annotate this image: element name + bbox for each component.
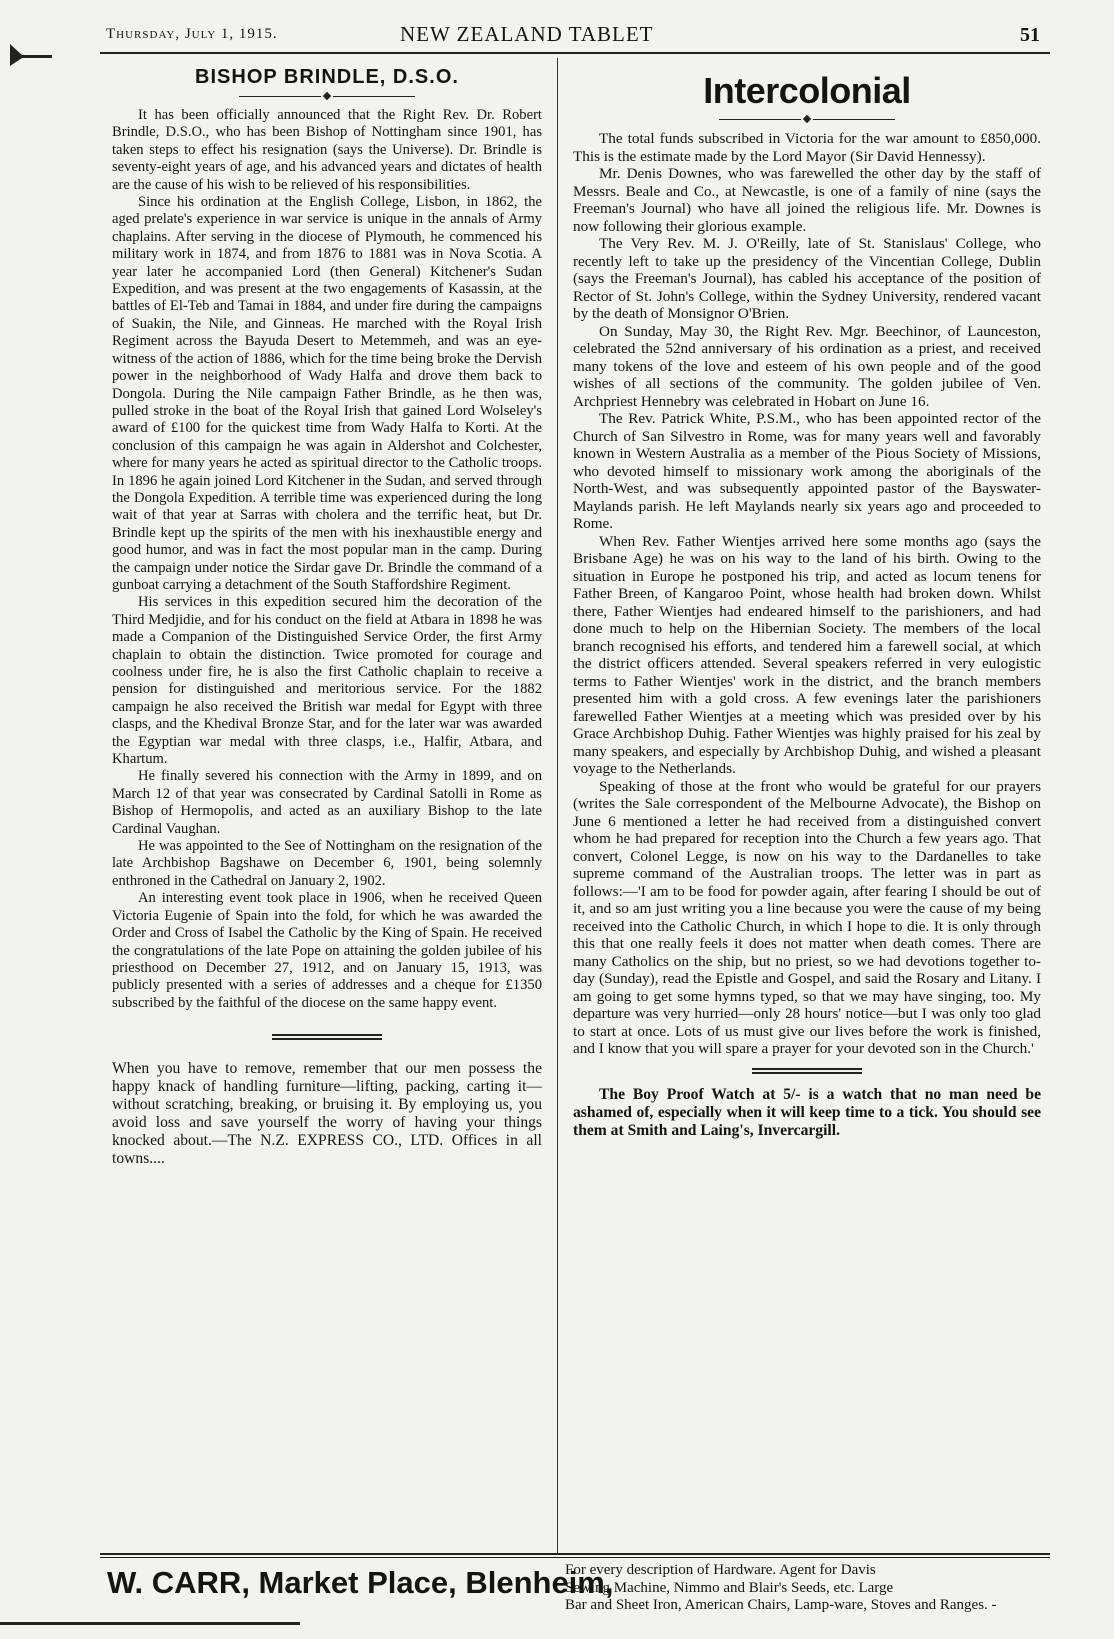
news-paragraph: The total funds subscribed in Victoria for the war amount to £850,000. This is the estimate made by the Lord Mayor (Sir David Hennessy). [573, 130, 1041, 165]
article-paragraph: He finally severed his connection with the Army in 1899, and on March 12 of that year was consecrated by Cardinal Satolli in Rome as Bishop of Hermopolis, and acted as an auxiliary Bishop to the late Cardinal Vaughan. [112, 768, 542, 837]
section-separator [272, 1034, 382, 1040]
footer-line: Bar and Sheet Iron, American Chairs, Lamp-ware, Stoves and Ranges. - [565, 1597, 997, 1613]
news-paragraph: The Very Rev. M. J. O'Reilly, late of St. Stanislaus' College, who recently left to take up the presidency of the Vincentian College, Dublin (says the Freeman's Journal), has cabled his acceptance of the position of Rector of St. John's College, within the Sydney University, rendered vacant by the death of Monsignor O'Brien. [573, 235, 1041, 322]
footer-line: Sewing Machine, Nimmo and Blair's Seeds, etc. Large [565, 1579, 894, 1596]
news-paragraph: The Rev. Patrick White, P.S.M., who has been appointed rector of the Church of San Silvestro in Rome, was for many years well and favorably known in Western Australia as a member of the Pious Society of Missions, who devoted himself to missionary work among the aboriginals of the North-West, and was subsequently appointed pastor of the Bayswater-Maylands parish. He left Maylands nearly six years ago and proceeded to Rome. [573, 410, 1041, 532]
article-paragraph: It has been officially announced that the Right Rev. Dr. Robert Brindle, D.S.O., who has been Bishop of Nottingham since 1901, has taken steps to effect his resignation (says the Universe). Dr. Brindle is seventy-eight years of age, and his advanced years and dictates of health are the cause of his wish to be relieved of his responsibilities. [112, 107, 542, 193]
news-paragraph: On Sunday, May 30, the Right Rev. Mgr. Beechinor, of Launceston, celebrated the 52nd anniversary of his ordination as a priest, and received many tokens of the love and esteem of his own people and of the good wishes of all sections of the community. The golden jubilee of Ven. Archpriest Hennebry was celebrated in Hobart on June 16. [573, 322, 1041, 410]
article-heading-intercolonial: Intercolonial [703, 70, 911, 111]
header-title: NEW ZEALAND TABLET [400, 22, 654, 46]
footer-advertiser-name: W. CARR, Market Place, Blenheim, [107, 1565, 614, 1600]
header-rule [100, 52, 1050, 54]
pointing-hand-icon [8, 42, 54, 68]
section-separator [752, 1068, 862, 1074]
news-paragraph: Speaking of those at the front who would be grateful for our prayers (writes the Sale correspondent of the Melbourne Advocate), the Bishop on June 6 mentioned a letter he had received from a distinguished convert whom he had prepared for reception into the Church a few years ago. That convert, Colonel Legge, is now on his way to the Dardanelles to take supreme command of the Australian troops. The letter was in part as follows:—'I am to be food for powder again, after fearing I should be out of it, and so am just writing you a line because you were the cause of my being received into the Catholic Church, in which I hope to die. It is only through this that one really feels it does not matter when death comes. There are many Catholics on the ship, but no priest, so we had devotions together to-day (Sunday), read the Epistle and Gospel, and said the Rosary and Litany. I am going to get some hymns typed, so that we may have singing, too. My departure was very hurried—only 28 hours' notice—but I was only too glad to start at once. Lots of us must give our lives before the work is finished, and I know that you will spare a prayer for your devoted son in the Church.' [573, 777, 1041, 1057]
column-divider [557, 58, 558, 1553]
article-paragraph: He was appointed to the See of Nottingham on the resignation of the late Archbishop Bagshawe on December 6, 1901, being solemnly enthroned in the Cathedral on January 2, 1902. [112, 838, 542, 889]
footer-advert-text [565, 1562, 1047, 1615]
news-paragraph: When Rev. Father Wientjes arrived here some months ago (says the Brisbane Age) he was on his way to the land of his birth. Owing to the situation in Europe he postponed his trip, and acted as locum tenens for Father Breen, of Kangaroo Point, whose health had broken down. Whilst there, Father Wientjes had endeared himself to the parishioners, and had done much to help on the Hibernian Society. The members of the local branch recognised his efforts, and tendered him a farewell social, at which the district officers attended. Several speakers referred in very eulogistic terms to Father Wientjes' work in the district, and the branch members presented him with a gold cross. A few evenings later the parishioners farewelled Father Wientjes at a meeting which was presided over by his Grace Archbishop Duhig. Father Wientjes was highly praised for his zeal by many speakers, and especially by Archbishop Duhig, and wished a pleasant voyage to the Netherlands. [573, 532, 1041, 777]
article-heading-bishop-brindle: BISHOP BRINDLE, D.S.O. [195, 66, 459, 88]
footer-line: For every description of Hardware. Agent for Davis [565, 1562, 876, 1578]
page-number: 51 [1020, 24, 1040, 46]
article-paragraph: An interesting event took place in 1906, when he received Queen Victoria Eugenie of Spain into the fold, for which he was awarded the Order and Cross of Isabel the Catholic by the King of Spain. He received the congratulations of the late Pope on attaining the golden jubilee of his priesthood on December 27, 1912, and on January 15, 1913, was publicly presented with a series of addresses and a cheque for £1350 subscribed by the faithful of the diocese on the same happy event. [112, 890, 542, 1011]
page-header [100, 22, 1050, 52]
express-co-advert: When you have to remove, remember that our men possess the happy knack of handling furniture—lifting, packing, carting it—without scratching, breaking, or bruising it. By employing us, you avoid loss and save yourself the worry of having your things knocked about.—The N.Z. EXPRESS CO., LTD. Offices in all towns.... [112, 1060, 542, 1168]
heading-ornament [573, 116, 1041, 122]
news-paragraph: Mr. Denis Downes, who was farewelled the other day by the staff of Messrs. Beale and Co., at Newcastle, is one of a family of nine (says the Freeman's Journal) who have all joined the religious life. Mr. Downes is now following their glorious example. [573, 165, 1041, 235]
left-column [112, 66, 542, 1168]
right-column [573, 70, 1041, 1140]
heading-ornament [112, 93, 542, 99]
article-paragraph: Since his ordination at the English College, Lisbon, in 1862, the aged prelate's experience in war service is unique in the annals of Army chaplains. After serving in the diocese of Plymouth, he commenced his military work in 1874, and from 1876 to 1881 was in Nova Scotia. A year later he accompanied Lord (then General) Kitchener's Sudan Expedition, and was present at the two engagements of Kasassin, at the battles of El-Teb and Tamai in 1884, and under fire during the campaigns of Suakin, the Nile, and Ginneas. He marched with the Royal Irish Regiment across the Bayuda Desert to Metemmeh, and was an eye-witness of the action of 1886, which for the time being broke the Dervish power in the neighborhood of Wady Halfa and drove them back to Dongola. During the Nile campaign Father Brindle, as he then was, pulled stroke in the boat of the Royal Irish that gained Lord Wolseley's award of £100 for the quickest time from Wady Halfa to Korti. At the conclusion of this campaign he was again in Aldershot and Colchester, where for many years he acted as spiritual director to the Catholic troops. In 1896 he again joined Lord Kitchener in the Sudan, and served through the Dongola Expedition. A terrible time was experienced during the long wait of that year at Sarras with cholera and the terrific heat, but Dr. Brindle kept up the spirits of the men with his inexhaustible energy and good humor, and was in fact the most popular man in the camp. During the campaign under notice the Sirdar gave Dr. Brindle the command of a gunboat carrying a detachment of the South Staffordshire Regiment. [112, 194, 542, 593]
footer-bar [0, 1622, 300, 1625]
watch-advert: The Boy Proof Watch at 5/- is a watch that no man need be ashamed of, especially when it will keep time to a tick. You should see them at Smith and Laing's, Invercargill. [573, 1085, 1041, 1139]
header-date: Thursday, July 1, 1915. [106, 26, 278, 42]
article-paragraph: His services in this expedition secured him the decoration of the Third Medjidie, and for his conduct on the field at Atbara in 1898 he was made a Companion of the Distinguished Service Order, the first Army chaplain to obtain the distinction. Twice promoted for courage and coolness under fire, he is also the first Catholic chaplain to receive a pension for distinguished and meritorious service. For the 1882 campaign he also received the British war medal for Egypt with three clasps, and the Khedival Bronze Star, and for the later war was awarded the Egyptian war medal with three clasps, i.e., Halfir, Atbara, and Khartum. [112, 594, 542, 768]
footer-rule-thin [100, 1557, 1050, 1558]
footer-rule [100, 1553, 1050, 1555]
